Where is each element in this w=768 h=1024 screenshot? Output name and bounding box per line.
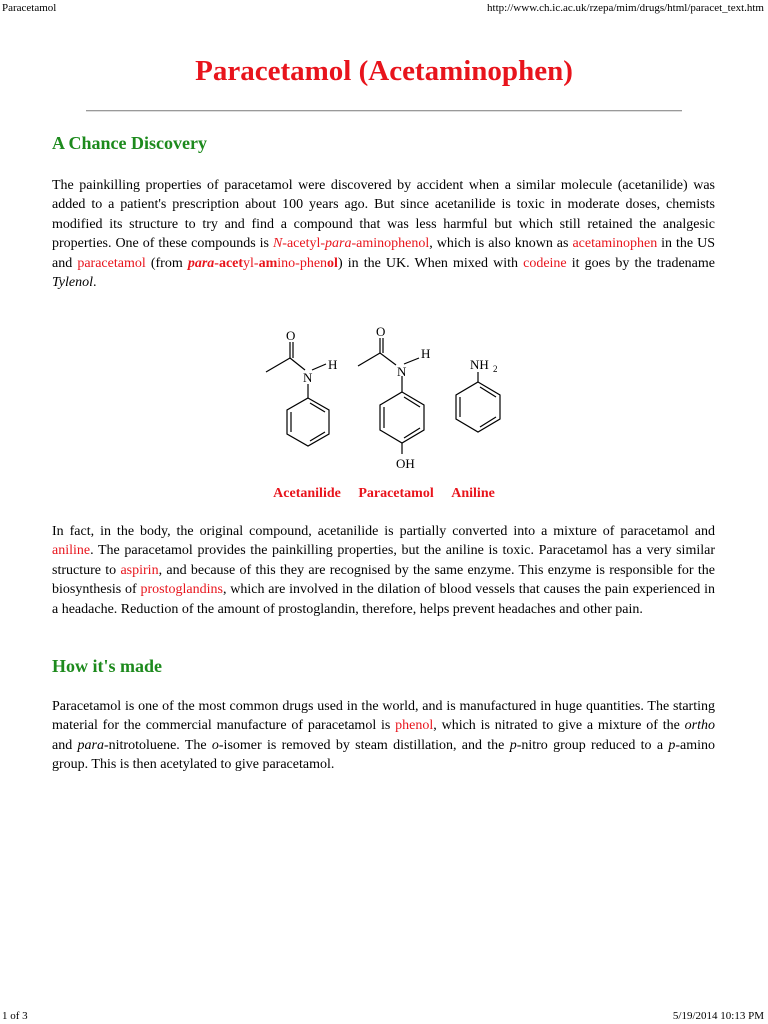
text: . [92,275,97,291]
link-acetaminophen[interactable]: acetaminophen [572,236,658,252]
link-n-acetyl-para-aminophenol[interactable] [273,236,429,251]
header-url: http://www.ch.ic.ac.uk/rzepa/mim/drugs/html/paracet_text.htm [487,2,764,14]
link-paracetamol[interactable]: paracetamol [77,255,146,271]
etymology-para: para [187,255,215,271]
print-header [0,0,768,16]
link-prostoglandins[interactable]: prostoglandins [140,582,223,598]
etymology-am: am [258,255,278,271]
aniline-atom-nh: NH [470,357,489,372]
text: -isomer is removed by steam distillation, and the [218,737,510,753]
text: -aminophenol [351,236,430,252]
label-aniline: Aniline [451,486,495,501]
text: , which are involved in the dilation of blood vessels that causes the pain experienced in a headache. Reduction of the amount of prostoglandin, therefore, helps prevent headaches and other pain. [52,582,716,617]
text: -nitro group reduced to a [516,737,669,753]
paracetamol-structure [358,338,424,454]
text-ortho: ortho [684,718,715,734]
text: -acetyl- [282,236,326,252]
page-title: Paracetamol (Acetaminophen) [195,55,573,87]
text: , which is nitrated to give a mixture of the [433,718,685,734]
paracetamol-atom-n: N [397,364,407,379]
text: The painkilling properties of paracetamol were discovered by accident when a similar molecule (acetanilide) was added to a patient's prescription about 100 years ago. But since acetanilide is toxic in moderate doses, chemists modified its structure to try and find a compound that was less harmful but which still retained the analgesic properties. One of these compounds is [52,178,715,252]
text-o: o [211,737,219,753]
molecule-structures-figure [256,312,516,474]
text: In fact, in the body, the original compound, acetanilide is partially converted into a mixture of paracetamol and [52,524,715,539]
etymology-yl: yl- [243,255,259,271]
aniline-structure [456,372,500,432]
text: -amino group. This is then acetylated to give paracetamol. [52,737,715,773]
etymology-ino-phen: ino-phen [277,255,328,271]
tradename-tylenol: Tylenol [52,275,93,291]
section-heading-how-its-made: How it's made [52,656,162,676]
print-footer [0,1008,768,1024]
text: -nitrotoluene. The [103,737,212,753]
acetanilide-atom-o: O [286,328,296,343]
paracetamol-atom-o: O [376,324,386,339]
text: N [272,236,283,252]
text: , which is also known as [429,236,573,252]
aniline-atom-nh-subscript: 2 [493,364,498,374]
text: para [325,236,352,252]
etymology-ol: ol [327,255,338,271]
text: , and because of this they are recognised by the same enzyme. This enzyme is responsible for the biosynthesis of [52,562,715,598]
section-heading-chance-discovery: A Chance Discovery [52,133,207,153]
acetanilide-atom-n: N [303,370,313,385]
paragraph-discovery [52,176,715,292]
structure-labels [0,486,768,502]
acetanilide-structure [266,342,329,446]
paracetamol-atom-h: H [421,346,431,361]
link-phenol[interactable]: phenol [395,718,434,734]
text: and [52,737,78,753]
link-codeine[interactable]: codeine [523,255,567,271]
label-paracetamol: Paracetamol [358,486,434,501]
text: in the US and [52,236,715,271]
header-page-title: Paracetamol [2,2,57,14]
text: Paracetamol is one of the most common drugs used in the world, and is manufactured in huge quantities. The starting material for the commercial manufacture of paracetamol is [52,699,715,734]
link-aniline[interactable]: aniline [52,543,91,559]
footer-page-count: 1 of 3 [2,1010,28,1022]
label-acetanilide: Acetanilide [273,486,341,501]
paragraph-metabolism [52,522,715,619]
text-para: para [77,737,104,753]
text-p: p [668,737,676,753]
text: . The paracetamol provides the painkilling properties, but the aniline is toxic. Paracetamol has a very similar structure to [52,543,715,578]
paragraph-manufacture [52,697,715,775]
text: it goes by the tradename [566,255,716,271]
link-aspirin[interactable]: aspirin [120,562,159,578]
title-divider [86,110,682,112]
text-p: p [509,737,517,753]
acetanilide-atom-h: H [328,357,338,372]
text: ) in the UK. When mixed with [337,255,524,271]
etymology-dash: - [214,255,219,271]
etymology-acet: acet [218,255,244,271]
text: (from [145,255,188,271]
footer-timestamp: 5/19/2014 10:13 PM [672,1010,764,1022]
paracetamol-atom-oh: OH [396,456,415,471]
